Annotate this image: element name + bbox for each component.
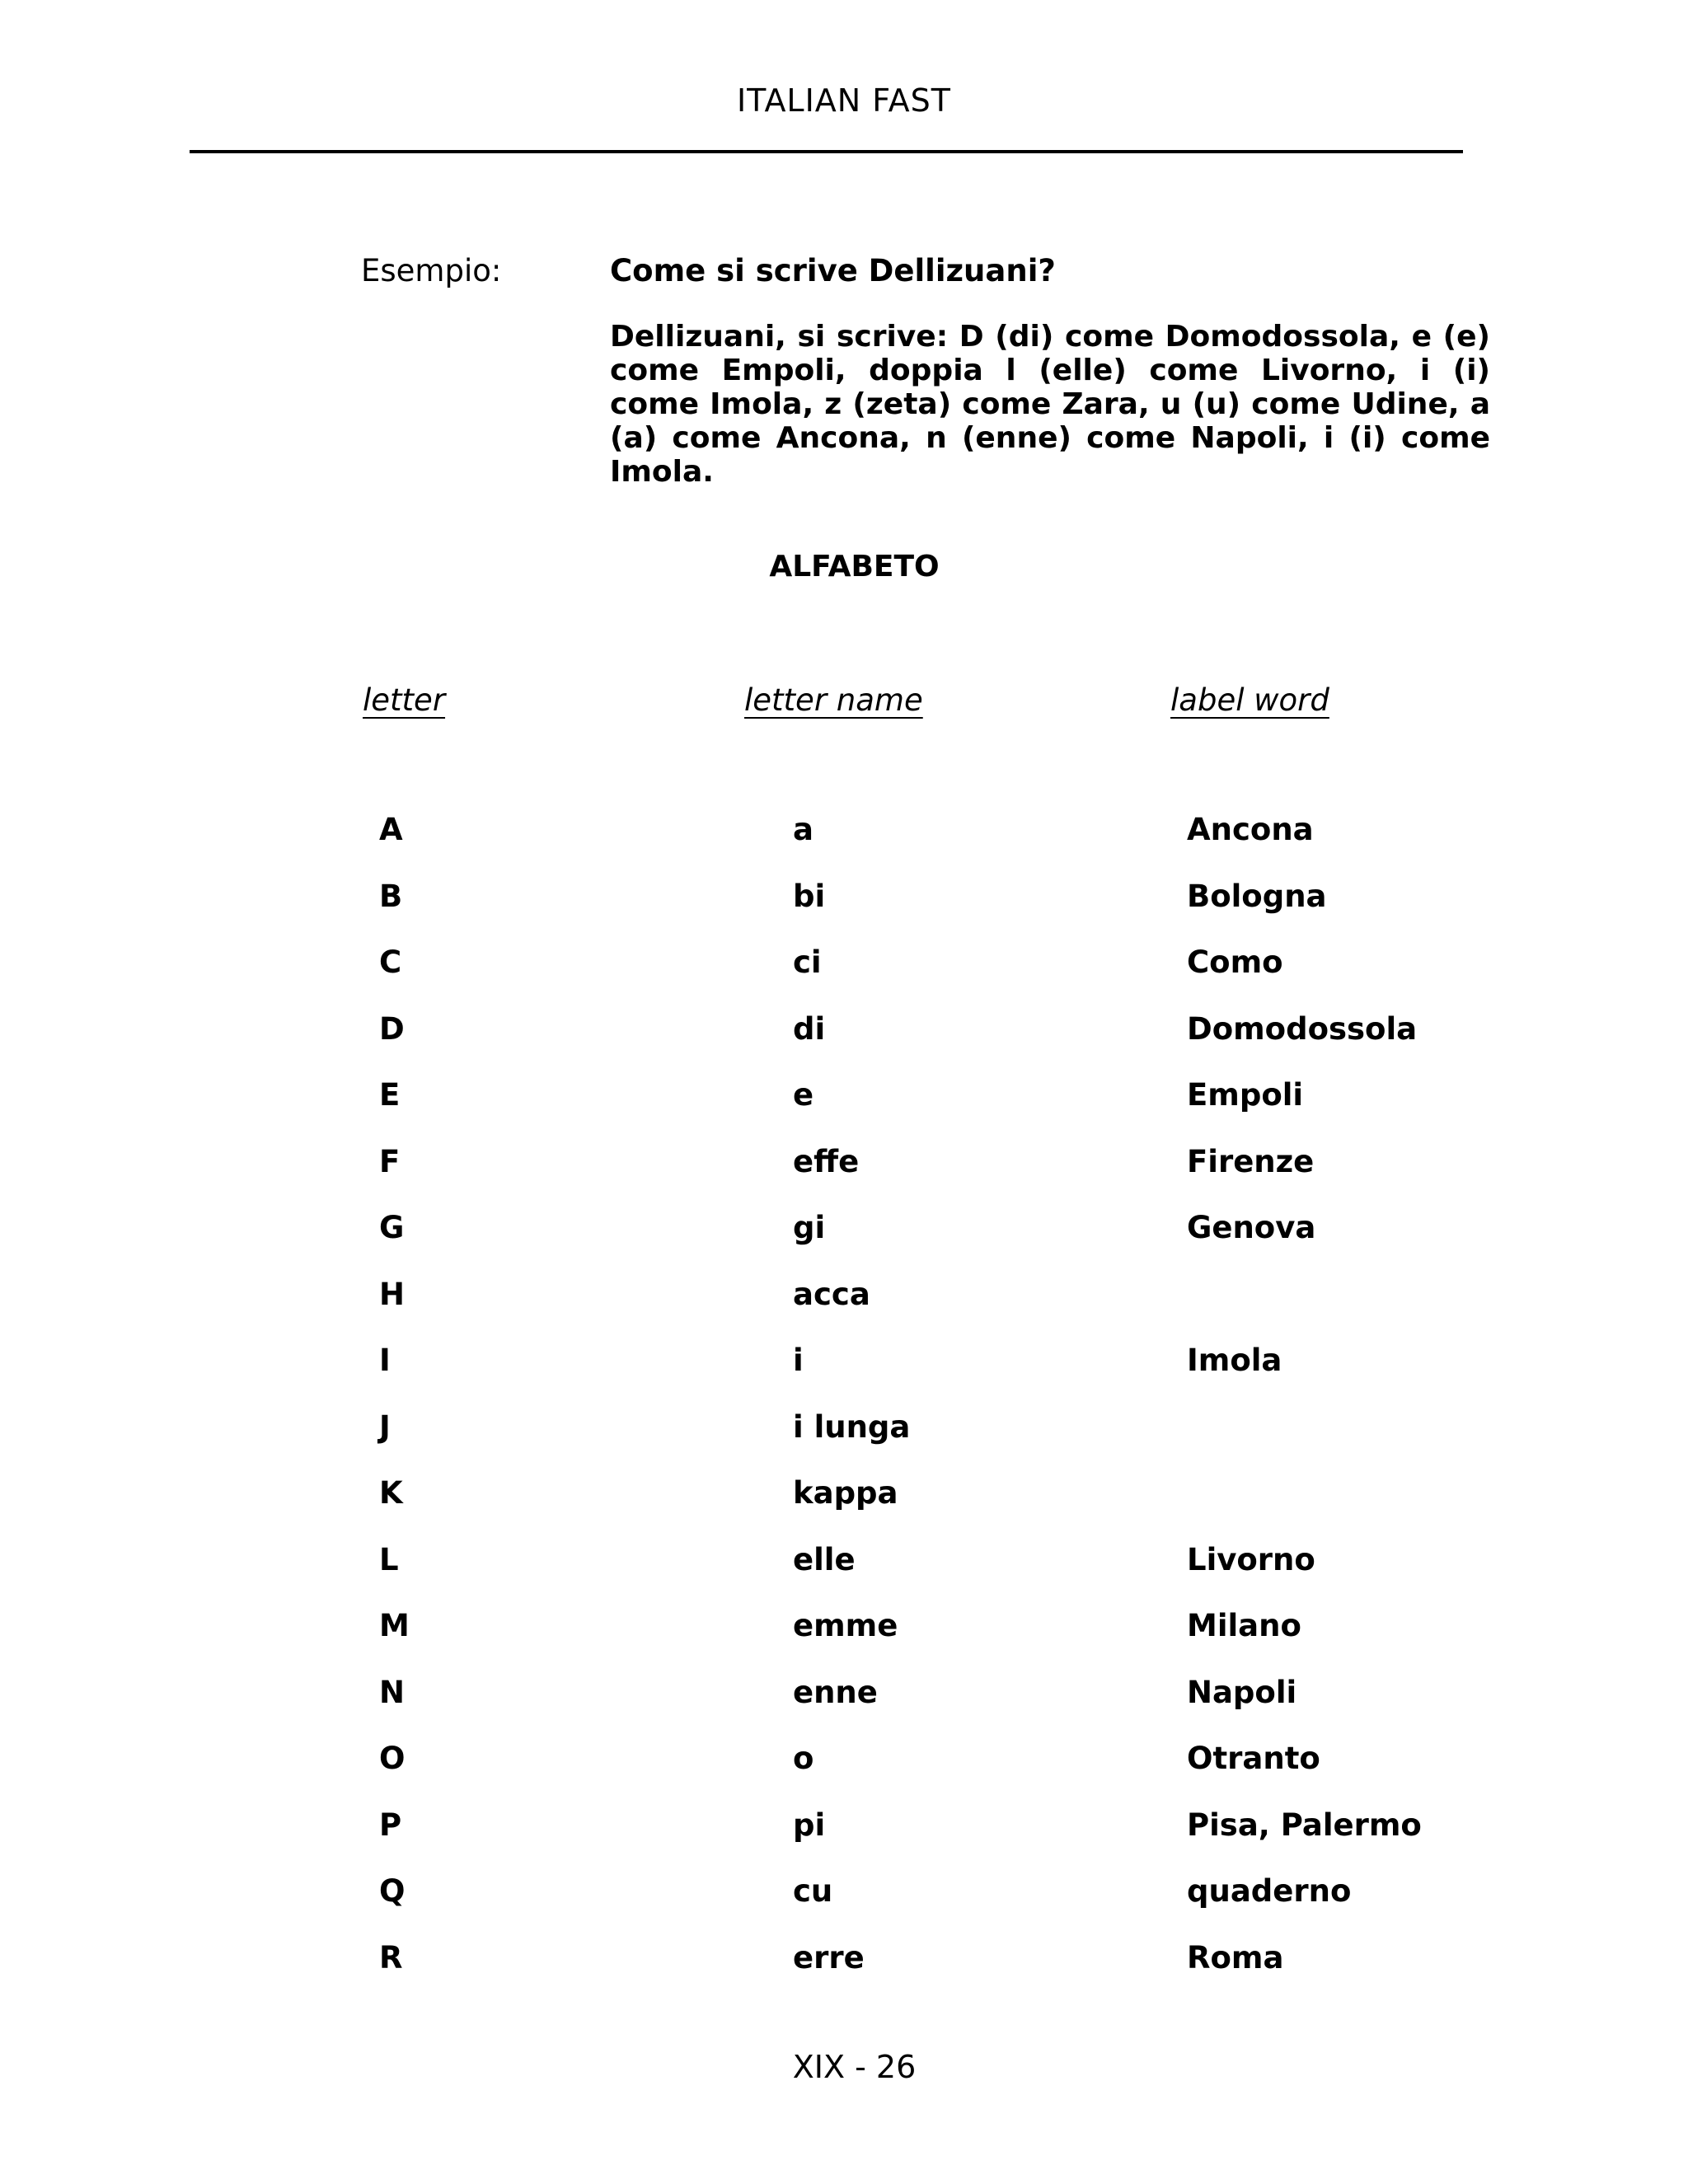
table-row xyxy=(0,1873,1688,1940)
table-row xyxy=(0,879,1688,945)
letter-cell: J xyxy=(379,1408,391,1445)
label-word-cell: Como xyxy=(1187,944,1283,980)
table-row xyxy=(0,1077,1688,1144)
table-row xyxy=(0,1542,1688,1609)
letter-cell: K xyxy=(379,1475,403,1511)
label-word-cell: Domodossola xyxy=(1187,1010,1418,1047)
example-question: Come si scrive Dellizuani? xyxy=(610,253,1056,288)
letter-name-cell: effe xyxy=(793,1143,860,1179)
table-row xyxy=(0,1608,1688,1675)
letter-cell: L xyxy=(379,1541,399,1577)
letter-cell: R xyxy=(379,1939,403,1975)
letter-cell: H xyxy=(379,1276,405,1312)
letter-name-cell: acca xyxy=(793,1276,870,1312)
letter-name-cell: erre xyxy=(793,1939,865,1975)
label-word-cell: Pisa, Palermo xyxy=(1187,1807,1422,1843)
label-word-cell: Napoli xyxy=(1187,1674,1297,1710)
table-row xyxy=(0,1210,1688,1277)
table-row xyxy=(0,1343,1688,1409)
letter-name-cell: cu xyxy=(793,1873,833,1909)
label-word-cell: Genova xyxy=(1187,1210,1316,1245)
letter-cell: E xyxy=(379,1077,401,1113)
table-row xyxy=(0,812,1688,879)
letter-name-cell: emme xyxy=(793,1608,898,1643)
column-header-letter-name: letter name xyxy=(744,682,923,718)
label-word-cell: Imola xyxy=(1187,1343,1282,1378)
letter-name-cell: i xyxy=(793,1343,804,1378)
header-divider xyxy=(190,150,1463,153)
label-word-cell: quaderno xyxy=(1187,1873,1352,1909)
alphabet-table xyxy=(0,812,1688,2006)
table-row xyxy=(0,1277,1688,1343)
table-row xyxy=(0,1475,1688,1542)
label-word-cell: Firenze xyxy=(1187,1143,1315,1179)
letter-name-cell: ci xyxy=(793,944,822,980)
letter-cell: C xyxy=(379,944,402,980)
letter-name-cell: kappa xyxy=(793,1475,898,1511)
table-row xyxy=(0,1409,1688,1476)
table-row xyxy=(0,1807,1688,1874)
column-header-label-word: label word xyxy=(1170,682,1329,718)
label-word-cell: Otranto xyxy=(1187,1741,1320,1776)
letter-cell: F xyxy=(379,1143,401,1179)
label-word-cell: Roma xyxy=(1187,1939,1284,1975)
letter-name-cell: di xyxy=(793,1010,826,1047)
letter-cell: N xyxy=(379,1674,405,1710)
table-row xyxy=(0,1011,1688,1078)
example-answer: Dellizuani, si scrive: D (di) come Domodossola, e (e) come Empoli, doppia l (elle) come Livorno, i (i) come Imola, z (zeta) come Zara, u (u) come Udine, a (a) come Ancona, n (enne) come Napoli, i (i) come Imola. xyxy=(610,320,1490,489)
letter-cell: M xyxy=(379,1608,410,1643)
table-row xyxy=(0,944,1688,1011)
label-word-cell: Livorno xyxy=(1187,1541,1315,1577)
alphabet-title: ALFABETO xyxy=(769,550,940,583)
letter-name-cell: pi xyxy=(793,1807,826,1843)
table-row xyxy=(0,1675,1688,1741)
letter-name-cell: e xyxy=(793,1077,814,1113)
letter-cell: O xyxy=(379,1741,406,1776)
label-word-cell: Milano xyxy=(1187,1608,1301,1643)
table-row xyxy=(0,1144,1688,1211)
example-label: Esempio: xyxy=(361,253,502,288)
letter-cell: I xyxy=(379,1343,391,1378)
letter-name-cell: elle xyxy=(793,1541,856,1577)
letter-cell: Q xyxy=(379,1873,406,1909)
table-row xyxy=(0,1940,1688,2007)
letter-name-cell: bi xyxy=(793,878,826,914)
letter-name-cell: a xyxy=(793,812,814,847)
letter-name-cell: i lunga xyxy=(793,1408,911,1445)
letter-name-cell: enne xyxy=(793,1674,878,1710)
letter-cell: G xyxy=(379,1210,405,1245)
column-header-letter: letter xyxy=(363,682,446,718)
page-number: XIX - 26 xyxy=(792,2049,917,2085)
table-row xyxy=(0,1741,1688,1807)
letter-cell: D xyxy=(379,1010,405,1047)
letter-cell: B xyxy=(379,878,403,914)
label-word-cell: Bologna xyxy=(1187,878,1327,914)
letter-cell: P xyxy=(379,1807,402,1843)
letter-cell: A xyxy=(379,812,403,847)
page-header-title: ITALIAN FAST xyxy=(736,82,952,119)
letter-name-cell: o xyxy=(793,1741,814,1776)
label-word-cell: Empoli xyxy=(1187,1077,1304,1113)
letter-name-cell: gi xyxy=(793,1210,826,1245)
label-word-cell: Ancona xyxy=(1187,812,1314,847)
